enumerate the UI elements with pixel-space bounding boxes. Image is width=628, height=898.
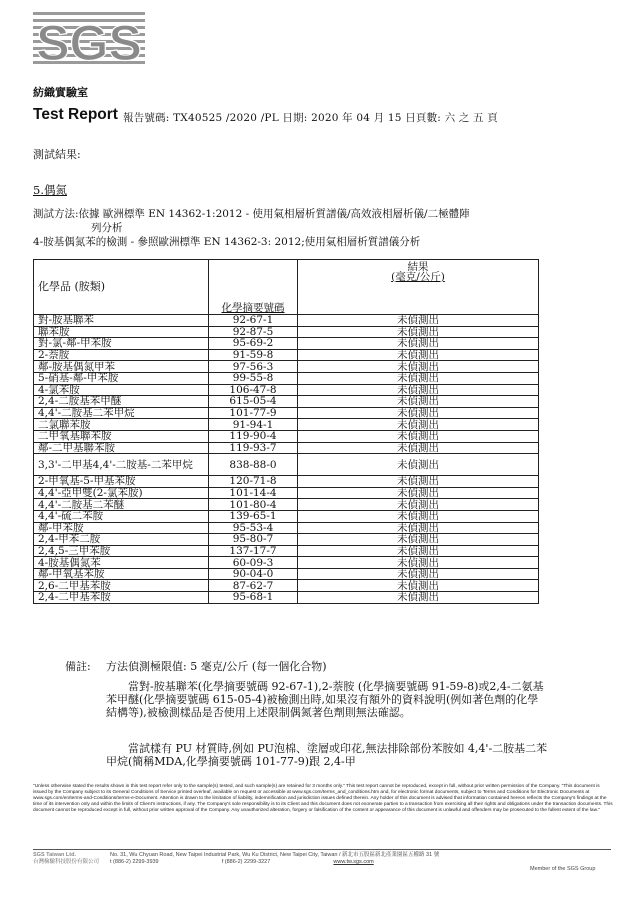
table-row: [34, 522, 539, 534]
table-row: [34, 361, 539, 373]
table-row: [34, 349, 539, 361]
table-row: [34, 545, 539, 557]
result-cell: 未偵測出: [298, 384, 539, 396]
footer-address: No. 31, Wu Chyuan Road, New Taipei Industrial Park, Wu Ku District, New Taipei City, Taiwan / 新北市五股區新北產業園區五權路 31 號: [110, 852, 440, 858]
method-line-1: 測試方法:依據 歐洲標準 EN 14362-1:2012 - 使用氣相層析質譜儀/高效液相層析儀/二極體陣: [33, 208, 470, 220]
cas-cell: 101-77-9: [209, 407, 298, 419]
cas-cell: 92-67-1: [209, 315, 298, 327]
result-cell: 未偵測出: [298, 568, 539, 580]
chemical-cell: 2,4-二甲基苯胺: [34, 592, 209, 604]
notes-paragraph-2: 當對-胺基聯苯(化學摘要號碼 92-67-1),2-萘胺 (化學摘要號碼 91-59-8)或2,4-二氨基苯甲醚(化學摘要號碼 615-05-4)被檢測出時,如果沒有額外的資料說明(例如著色劑的化學結構等),被檢測樣品是否使用上述限制偶氮著色劑則無法確認。: [106, 680, 544, 719]
section-title: 5.偶氮: [33, 183, 67, 197]
cas-cell: 120-71-8: [209, 476, 298, 488]
report-title: Test Report: [33, 106, 118, 123]
chemical-cell: 鄰-胺基偶氮甲苯: [34, 361, 209, 373]
result-cell: 未偵測出: [298, 534, 539, 546]
chemical-cell: 2-萘胺: [34, 349, 209, 361]
result-cell: 未偵測出: [298, 487, 539, 499]
result-cell: 未偵測出: [298, 454, 539, 476]
footer-member: Member of the SGS Group: [530, 866, 596, 872]
table-row: [34, 338, 539, 350]
table-row: [34, 534, 539, 546]
result-cell: 未偵測出: [298, 396, 539, 408]
logo-text: SGS: [36, 15, 142, 68]
result-cell: 未偵測出: [298, 592, 539, 604]
chemical-cell: 對-胺基聯苯: [34, 315, 209, 327]
cas-cell: 615-05-4: [209, 396, 298, 408]
chemical-cell: 4,4'-二胺基二苯甲烷: [34, 407, 209, 419]
table-row: [34, 396, 539, 408]
cas-cell: 106-47-8: [209, 384, 298, 396]
cas-cell: 95-80-7: [209, 534, 298, 546]
chemical-cell: 2,6-二甲基苯胺: [34, 580, 209, 592]
result-cell: 未偵測出: [298, 510, 539, 522]
chemical-cell: 4,4'-硫二苯胺: [34, 510, 209, 522]
table-row: [34, 372, 539, 384]
cas-cell: 99-55-8: [209, 372, 298, 384]
sgs-logo: [33, 10, 145, 68]
chemical-cell: 聯苯胺: [34, 326, 209, 338]
cas-cell: 91-59-8: [209, 349, 298, 361]
table-row: [34, 476, 539, 488]
chemical-cell: 4,4'-二胺基二苯醚: [34, 499, 209, 511]
table-row: [34, 592, 539, 604]
cas-cell: 60-09-3: [209, 557, 298, 569]
result-cell: 未偵測出: [298, 315, 539, 327]
result-cell: 未偵測出: [298, 557, 539, 569]
method-line-1b: 列分析: [91, 222, 123, 234]
table-row: [34, 419, 539, 431]
cas-cell: 119-93-7: [209, 442, 298, 454]
cas-cell: 139-65-1: [209, 510, 298, 522]
header-cas-spacer: [209, 260, 298, 291]
cas-cell: 101-14-4: [209, 487, 298, 499]
result-cell: 未偵測出: [298, 349, 539, 361]
table-row: [34, 384, 539, 396]
report-meta: 報告號碼: TX40525 /2020 /PL 日期: 2020 年 04 月 15 日頁數: 六 之 五 頁: [123, 112, 498, 124]
cas-cell: 119-90-4: [209, 430, 298, 442]
result-cell: 未偵測出: [298, 419, 539, 431]
cas-cell: 101-80-4: [209, 499, 298, 511]
header-result-unit: (毫克/公斤): [391, 271, 445, 283]
footer-address-block: [110, 852, 439, 866]
cas-cell: 95-68-1: [209, 592, 298, 604]
result-cell: 未偵測出: [298, 430, 539, 442]
chemical-cell: 對-氯-鄰-甲苯胺: [34, 338, 209, 350]
table-row: [34, 315, 539, 327]
header-chemical: 化學品 (胺類): [34, 260, 209, 315]
result-cell: 未偵測出: [298, 407, 539, 419]
cas-cell: 90-04-0: [209, 568, 298, 580]
cas-cell: 95-53-4: [209, 522, 298, 534]
cas-cell: 838-88-0: [209, 454, 298, 476]
cas-cell: 87-62-7: [209, 580, 298, 592]
result-cell: 未偵測出: [298, 442, 539, 454]
footer-phone: t (886-2) 2299-3939: [110, 859, 159, 865]
result-cell: 未偵測出: [298, 545, 539, 557]
footer-company-zh: 台灣檢驗科技股份有限公司: [33, 859, 100, 865]
chemical-cell: 3,3'-二甲基4,4'-二胺基-二苯甲烷: [34, 454, 209, 476]
result-cell: 未偵測出: [298, 361, 539, 373]
chemical-cell: 鄰-甲氧基苯胺: [34, 568, 209, 580]
result-cell: 未偵測出: [298, 522, 539, 534]
table-body: [34, 315, 539, 604]
table-row: [34, 407, 539, 419]
disclaimer-text: "Unless otherwise stated the results shown in this test report refer only to the sample(s) tested, and such sample(s) are retained for 3 months only." This test report cannot be reproduced, except in full, without prior written permission of the Company. "This document is issued by the Company subject to its General Conditions of Service printed overleaf, available on request or accessible at www.sgs.com/terms_and_conditions.htm and, for electronic format documents, subject to Terms and Conditions for Electronic Documents at www.sgs.com/en/terms-and-Conditions/terms-e-Document. Attention is drawn to the limitation of liability, indemnification and jurisdiction issues defined therein. Any holder of this document is advised that information contained hereon reflects the Company's findings at the time of its intervention only and within the limits of Client's instructions, if any. The Company's sole responsibility is to its Client and this document does not exonerate parties to a transaction from exercising all their rights and obligations under the transaction documents. This document cannot be reproduced except in full, without prior written approval of the Company. Any unauthorized alteration, forgery or falsification of the content or appearance of this document is unlawful and offenders may be prosecuted to the fullest extent of the law.": [33, 784, 613, 814]
header-result: [298, 260, 539, 315]
result-cell: 未偵測出: [298, 499, 539, 511]
table-row: [34, 430, 539, 442]
table-row: [34, 568, 539, 580]
cas-cell: 91-94-1: [209, 419, 298, 431]
chemical-cell: 二甲氧基聯苯胺: [34, 430, 209, 442]
table-row: [34, 326, 539, 338]
cas-cell: 92-87-5: [209, 326, 298, 338]
method-line-2: 4-胺基偶氮苯的檢測 - 參照歐洲標準 EN 14362-3: 2012;使用氣相層析質譜儀分析: [33, 236, 421, 248]
chemical-cell: 2,4-甲苯二胺: [34, 534, 209, 546]
chemical-cell: 2,4-二胺基苯甲醚: [34, 396, 209, 408]
notes-label: 備註:: [65, 660, 91, 673]
result-cell: 未偵測出: [298, 372, 539, 384]
lab-name: 紡織實驗室: [33, 86, 88, 99]
chemical-cell: 二氯聯苯胺: [34, 419, 209, 431]
notes-paragraph-3: 當試樣有 PU 材質時,例如 PU泡棉、塗層或印花,無法排除部份苯胺如 4,4'-二胺基二苯甲烷(簡稱MDA,化學摘要號碼 101-77-9)跟 2,4-甲: [106, 742, 548, 768]
chemical-cell: 5-硝基-鄰-甲苯胺: [34, 372, 209, 384]
chemical-cell: 2-甲氧基-5-甲基苯胺: [34, 476, 209, 488]
table-row: [34, 487, 539, 499]
table-row: [34, 442, 539, 454]
chemical-cell: 4,4'-亞甲雙(2-氯苯胺): [34, 487, 209, 499]
footer-company-en: SGS Taiwan Ltd.: [33, 852, 76, 858]
table-row: [34, 557, 539, 569]
table-row: [34, 580, 539, 592]
result-cell: 未偵測出: [298, 338, 539, 350]
footer-website-link[interactable]: www.tw.sgs.com: [333, 859, 374, 865]
table-row: [34, 510, 539, 522]
results-heading: 測試結果:: [33, 148, 81, 161]
chemical-cell: 鄰-甲苯胺: [34, 522, 209, 534]
cas-cell: 137-17-7: [209, 545, 298, 557]
notes-line-1: 方法偵測極限值: 5 毫克/公斤 (每一個化合物): [106, 660, 327, 673]
table-row: [34, 499, 539, 511]
chemical-cell: 2,4,5-三甲苯胺: [34, 545, 209, 557]
cas-cell: 97-56-3: [209, 361, 298, 373]
chemical-cell: 4-氯苯胺: [34, 384, 209, 396]
footer-divider: [33, 849, 611, 850]
header-result-title: 結果: [407, 261, 429, 273]
chemical-cell: 鄰-二甲基聯苯胺: [34, 442, 209, 454]
result-cell: 未偵測出: [298, 580, 539, 592]
chemical-cell: 4-胺基偶氮苯: [34, 557, 209, 569]
header-cas: 化學摘要號碼: [209, 290, 298, 314]
result-cell: 未偵測出: [298, 476, 539, 488]
result-cell: 未偵測出: [298, 326, 539, 338]
footer-fax: f (886-2) 2299-3227: [221, 859, 271, 865]
table-row: [34, 454, 539, 476]
cas-cell: 95-69-2: [209, 338, 298, 350]
results-table: [33, 259, 539, 604]
footer-company: [33, 852, 99, 866]
